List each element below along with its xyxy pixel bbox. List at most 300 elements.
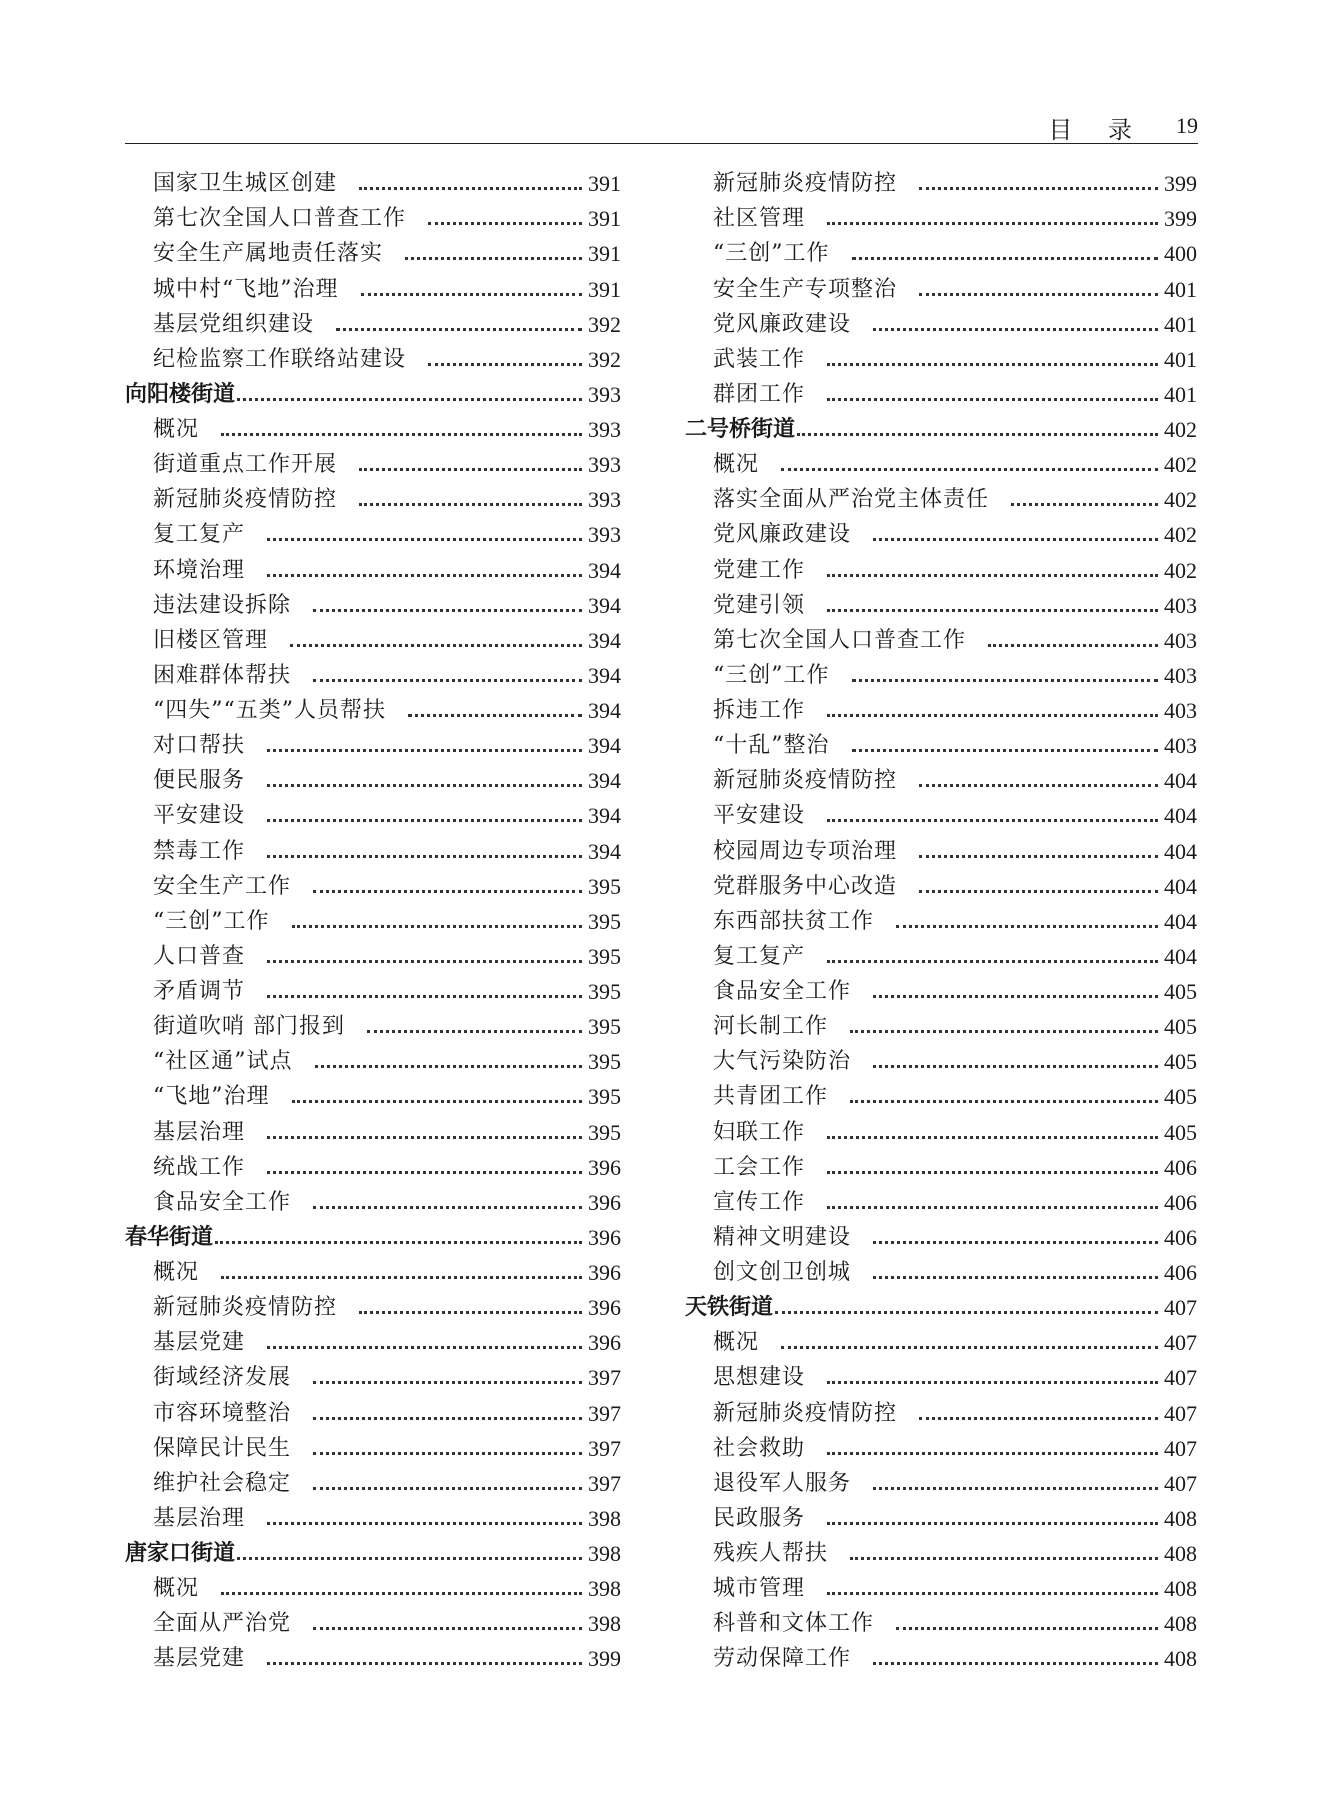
- toc-entry-label: “飞地”治理: [153, 1084, 270, 1110]
- toc-entry-label: 社区管理: [713, 206, 806, 232]
- toc-left-column: [125, 166, 621, 1676]
- toc-entry[interactable]: [125, 833, 621, 868]
- toc-entry[interactable]: [125, 517, 621, 552]
- toc-entry-label: 思想建设: [713, 1365, 806, 1391]
- toc-entry[interactable]: [125, 342, 621, 377]
- toc-entry[interactable]: [125, 271, 621, 306]
- toc-entry[interactable]: [125, 412, 621, 447]
- toc-entry-page: 406: [1164, 1224, 1197, 1250]
- dot-leader: [408, 693, 582, 728]
- toc-entry-page: 407: [1164, 1470, 1197, 1496]
- toc-entry[interactable]: [685, 1255, 1197, 1290]
- toc-entry[interactable]: [685, 763, 1197, 798]
- toc-entry-label: 大气污染防治: [713, 1049, 852, 1075]
- toc-entry[interactable]: [685, 693, 1197, 728]
- toc-entry[interactable]: [125, 693, 621, 728]
- toc-entry-page: 404: [1164, 943, 1197, 969]
- toc-entry-label: 城市管理: [713, 1576, 806, 1602]
- toc-entry-label: 二号桥街道: [685, 417, 796, 442]
- toc-entry[interactable]: [685, 939, 1197, 974]
- dot-leader: [221, 412, 582, 447]
- toc-entry-page: 404: [1164, 768, 1197, 794]
- toc-entry[interactable]: [685, 1044, 1197, 1079]
- toc-entry-page: 395: [588, 1119, 621, 1145]
- toc-entry-page: 398: [588, 1505, 621, 1531]
- toc-entry[interactable]: [685, 869, 1197, 904]
- toc-entry-page: 394: [588, 557, 621, 583]
- toc-entry[interactable]: [125, 798, 621, 833]
- toc-entry-label: 基层党建: [153, 1330, 246, 1356]
- dot-leader: [361, 272, 583, 307]
- toc-entry-page: 391: [588, 241, 621, 267]
- toc-entry[interactable]: [125, 482, 621, 517]
- toc-entry[interactable]: [125, 1466, 621, 1501]
- toc-entry-page: 393: [588, 487, 621, 513]
- toc-entry-page: 396: [588, 1330, 621, 1356]
- toc-entry-page: 394: [588, 733, 621, 759]
- dot-leader: [827, 1360, 1158, 1395]
- dot-leader: [313, 1466, 582, 1501]
- toc-entry-page: 392: [588, 311, 621, 337]
- dot-leader: [852, 728, 1159, 763]
- toc-section-heading[interactable]: [685, 412, 1197, 447]
- dot-leader: [1011, 482, 1158, 517]
- dot-leader: [267, 1115, 582, 1150]
- page-header-title: 目 录: [1048, 116, 1146, 144]
- toc-entry-label: 维护社会稳定: [153, 1470, 292, 1496]
- dot-leader: [237, 1536, 582, 1571]
- toc-entry-label: 人口普查: [153, 943, 246, 969]
- toc-entry[interactable]: [125, 623, 621, 658]
- toc-entry-label: 复工复产: [713, 943, 806, 969]
- toc-entry[interactable]: [685, 833, 1197, 868]
- toc-entry[interactable]: [685, 1641, 1197, 1676]
- dot-leader: [919, 869, 1158, 904]
- toc-entry-page: 397: [588, 1400, 621, 1426]
- toc-entry[interactable]: [685, 236, 1197, 271]
- toc-entry-label: 春华街道: [125, 1224, 214, 1250]
- toc-entry-label: 统战工作: [153, 1154, 246, 1180]
- toc-entry-label: 安全生产属地责任落实: [153, 241, 384, 267]
- dot-leader: [267, 974, 582, 1009]
- toc-entry-label: 武装工作: [713, 346, 806, 372]
- toc-entry-page: 396: [588, 1295, 621, 1321]
- toc-entry-page: 408: [1164, 1576, 1197, 1602]
- toc-entry-label: 违法建设拆除: [153, 592, 292, 618]
- dot-leader: [827, 553, 1158, 588]
- toc-section-heading[interactable]: [125, 1536, 621, 1571]
- toc-entry-page: 401: [1164, 346, 1197, 372]
- toc-entry-page: 396: [588, 1189, 621, 1215]
- toc-entry-page: 400: [1164, 241, 1197, 267]
- toc-entry-page: 403: [1164, 733, 1197, 759]
- toc-entry-label: 校园周边专项治理: [713, 838, 898, 864]
- toc-entry[interactable]: [685, 307, 1197, 342]
- toc-entry-page: 391: [588, 276, 621, 302]
- dot-leader: [873, 1220, 1158, 1255]
- toc-entry-label: “三创”工作: [713, 241, 830, 267]
- toc-entry[interactable]: [685, 1536, 1197, 1571]
- dot-leader: [827, 1431, 1158, 1466]
- dot-leader: [267, 1641, 582, 1676]
- toc-entry[interactable]: [125, 1290, 621, 1325]
- dot-leader: [827, 1571, 1158, 1606]
- toc-entry-label: 党群服务中心改造: [713, 873, 898, 899]
- toc-entry[interactable]: [125, 1431, 621, 1466]
- toc-entry[interactable]: [685, 377, 1197, 412]
- toc-entry-label: 概况: [713, 1330, 760, 1356]
- toc-entry-page: 397: [588, 1435, 621, 1461]
- toc-entry-page: 407: [1164, 1435, 1197, 1461]
- dot-leader: [267, 1325, 582, 1360]
- toc-entry-label: 新冠肺炎疫情防控: [713, 1400, 898, 1426]
- toc-entry-label: 对口帮扶: [153, 733, 246, 759]
- toc-entry[interactable]: [685, 1185, 1197, 1220]
- dot-leader: [267, 763, 582, 798]
- toc-entry[interactable]: [685, 728, 1197, 763]
- toc-entry[interactable]: [125, 447, 621, 482]
- dot-leader: [873, 1255, 1158, 1290]
- toc-right-column: [685, 166, 1197, 1676]
- toc-entry[interactable]: [125, 974, 621, 1009]
- toc-entry[interactable]: [125, 1360, 621, 1395]
- dot-leader: [850, 1009, 1158, 1044]
- dot-leader: [896, 904, 1158, 939]
- toc-entry-page: 399: [588, 1646, 621, 1672]
- toc-entry-page: 408: [1164, 1611, 1197, 1637]
- toc-entry-label: 新冠肺炎疫情防控: [713, 768, 898, 794]
- toc-entry-page: 393: [588, 381, 621, 407]
- toc-entry-page: 398: [588, 1611, 621, 1637]
- toc-entry-label: 矛盾调节: [153, 979, 246, 1004]
- toc-entry-label: 基层党建: [153, 1646, 246, 1672]
- dot-leader: [313, 658, 582, 693]
- dot-leader: [827, 1185, 1158, 1220]
- toc-entry-label: 食品安全工作: [153, 1189, 292, 1215]
- toc-entry[interactable]: [125, 588, 621, 623]
- toc-entry-page: 395: [588, 873, 621, 899]
- toc-entry[interactable]: [125, 1044, 621, 1079]
- toc-entry-label: 禁毒工作: [153, 838, 246, 864]
- toc-entry[interactable]: [685, 798, 1197, 833]
- toc-entry-page: 394: [588, 768, 621, 794]
- dot-leader: [221, 1571, 582, 1606]
- toc-entry-page: 399: [1164, 206, 1197, 232]
- toc-entry-page: 402: [1164, 522, 1197, 548]
- toc-entry[interactable]: [685, 974, 1197, 1009]
- toc-entry[interactable]: [685, 552, 1197, 587]
- toc-entry-page: 396: [588, 1224, 621, 1250]
- toc-entry-label: 纪检监察工作联络站建设: [153, 346, 407, 372]
- dot-leader: [359, 447, 582, 482]
- toc-entry-label: 宣传工作: [713, 1189, 806, 1215]
- toc-entry[interactable]: [685, 1150, 1197, 1185]
- toc-entry[interactable]: [125, 763, 621, 798]
- toc-entry-label: 基层治理: [153, 1119, 246, 1145]
- toc-entry[interactable]: [125, 728, 621, 763]
- toc-entry-label: 新冠肺炎疫情防控: [153, 487, 338, 513]
- toc-entry-page: 403: [1164, 698, 1197, 723]
- dot-leader: [827, 1501, 1158, 1536]
- toc-entry-label: 基层党组织建设: [153, 311, 315, 337]
- toc-entry-label: 新冠肺炎疫情防控: [153, 1295, 338, 1321]
- toc-entry[interactable]: [125, 1114, 621, 1149]
- toc-entry[interactable]: [685, 1501, 1197, 1536]
- toc-entry-page: 406: [1164, 1154, 1197, 1180]
- toc-entry-page: 407: [1164, 1330, 1197, 1356]
- dot-leader: [896, 1606, 1158, 1641]
- dot-leader: [919, 834, 1158, 869]
- toc-entry-label: 退役军人服务: [713, 1470, 852, 1496]
- toc-entry-page: 404: [1164, 873, 1197, 899]
- toc-entry[interactable]: [125, 1009, 621, 1044]
- toc-entry[interactable]: [685, 482, 1197, 517]
- toc-entry-page: 391: [588, 206, 621, 232]
- toc-entry-page: 396: [588, 1154, 621, 1180]
- dot-leader: [850, 1079, 1158, 1114]
- dot-leader: [827, 939, 1158, 974]
- toc-entry-page: 402: [1164, 417, 1197, 442]
- toc-entry-label: 共青团工作: [713, 1084, 829, 1110]
- toc-entry[interactable]: [685, 1325, 1197, 1360]
- toc-entry-page: 402: [1164, 557, 1197, 583]
- toc-entry-label: 群团工作: [713, 381, 806, 407]
- toc-entry-label: 唐家口街道: [125, 1541, 236, 1566]
- toc-entry-page: 394: [588, 627, 621, 653]
- dot-leader: [775, 1290, 1158, 1325]
- toc-entry-page: 404: [1164, 908, 1197, 934]
- toc-entry-label: 街域经济发展: [153, 1365, 292, 1391]
- toc-entry-label: 党风廉政建设: [713, 522, 852, 548]
- toc-entry-label: 向阳楼街道: [125, 381, 236, 407]
- toc-entry-page: 394: [588, 698, 621, 723]
- dot-leader: [367, 1009, 582, 1044]
- dot-leader: [336, 307, 582, 342]
- dot-leader: [292, 1079, 583, 1114]
- dot-leader: [919, 1396, 1158, 1431]
- dot-leader: [267, 553, 582, 588]
- toc-entry[interactable]: [685, 1009, 1197, 1044]
- toc-section-heading[interactable]: [685, 1290, 1197, 1325]
- toc-entry-page: 395: [588, 979, 621, 1004]
- toc-entry[interactable]: [685, 658, 1197, 693]
- toc-entry[interactable]: [685, 1360, 1197, 1395]
- dot-leader: [827, 1115, 1158, 1150]
- dot-leader: [313, 1185, 582, 1220]
- dot-leader: [827, 342, 1158, 377]
- toc-entry-label: 工会工作: [713, 1154, 806, 1180]
- toc-entry[interactable]: [685, 201, 1197, 236]
- toc-entry[interactable]: [125, 1501, 621, 1536]
- toc-entry[interactable]: [125, 1571, 621, 1606]
- toc-entry-label: 妇联工作: [713, 1119, 806, 1145]
- toc-entry-label: 全面从严治党: [153, 1611, 292, 1637]
- toc-entry-label: 创文创卫创城: [713, 1260, 852, 1285]
- toc-entry[interactable]: [685, 1079, 1197, 1114]
- toc-entry[interactable]: [685, 588, 1197, 623]
- toc-entry[interactable]: [685, 1395, 1197, 1430]
- toc-entry[interactable]: [125, 1325, 621, 1360]
- toc-entry-page: 394: [588, 803, 621, 829]
- toc-entry[interactable]: [685, 1220, 1197, 1255]
- toc-entry-label: 概况: [153, 1576, 200, 1602]
- toc-entry-page: 405: [1164, 1014, 1197, 1040]
- toc-entry[interactable]: [685, 166, 1197, 201]
- toc-entry-label: 街道吹哨 部门报到: [153, 1014, 345, 1040]
- dot-leader: [405, 236, 582, 271]
- toc-entry[interactable]: [125, 166, 621, 201]
- toc-entry-label: 平安建设: [713, 803, 806, 829]
- toc-entry-page: 393: [588, 417, 621, 442]
- toc-entry-label: 民政服务: [713, 1505, 806, 1531]
- toc-entry[interactable]: [685, 904, 1197, 939]
- toc-entry-page: 407: [1164, 1400, 1197, 1426]
- toc-entry-page: 405: [1164, 1119, 1197, 1145]
- toc-entry-page: 401: [1164, 311, 1197, 337]
- dot-leader: [359, 482, 582, 517]
- toc-entry-page: 396: [588, 1260, 621, 1285]
- toc-entry-page: 393: [588, 452, 621, 478]
- dot-leader: [359, 1290, 582, 1325]
- toc-entry-label: 社会救助: [713, 1435, 806, 1461]
- toc-entry-label: 劳动保障工作: [713, 1646, 852, 1672]
- page-number: 19: [1176, 113, 1198, 138]
- toc-entry[interactable]: [125, 1150, 621, 1185]
- toc-entry-page: 403: [1164, 662, 1197, 688]
- header-rule: [125, 143, 1198, 144]
- toc-entry-label: “社区通”试点: [153, 1049, 293, 1075]
- toc-entry-page: 401: [1164, 381, 1197, 407]
- toc-entry-label: 第七次全国人口普查工作: [713, 627, 967, 653]
- toc-entry-page: 394: [588, 662, 621, 688]
- toc-entry-page: 408: [1164, 1541, 1197, 1566]
- dot-leader: [873, 1044, 1158, 1079]
- toc-entry-page: 407: [1164, 1295, 1197, 1321]
- toc-entry-label: 国家卫生城区创建: [153, 171, 338, 197]
- toc-entry-page: 404: [1164, 803, 1197, 829]
- toc-entry-page: 406: [1164, 1189, 1197, 1215]
- toc-entry[interactable]: [685, 447, 1197, 482]
- toc-section-heading[interactable]: [125, 1220, 621, 1255]
- toc-entry[interactable]: [125, 1255, 621, 1290]
- dot-leader: [428, 342, 582, 377]
- toc-entry[interactable]: [685, 1606, 1197, 1641]
- toc-entry[interactable]: [125, 307, 621, 342]
- toc-entry[interactable]: [125, 1395, 621, 1430]
- toc-entry-label: 食品安全工作: [713, 979, 852, 1004]
- toc-entry-page: 393: [588, 522, 621, 548]
- dot-leader: [221, 1255, 582, 1290]
- toc-entry-label: 概况: [713, 452, 760, 478]
- toc-entry[interactable]: [685, 1571, 1197, 1606]
- dot-leader: [919, 763, 1158, 798]
- toc-entry-label: 新冠肺炎疫情防控: [713, 171, 898, 197]
- toc-entry[interactable]: [685, 517, 1197, 552]
- toc-entry[interactable]: [125, 236, 621, 271]
- toc-entry-page: 405: [1164, 979, 1197, 1004]
- dot-leader: [215, 1220, 582, 1255]
- dot-leader: [313, 1431, 582, 1466]
- dot-leader: [359, 166, 582, 201]
- dot-leader: [313, 1360, 582, 1395]
- dot-leader: [267, 834, 582, 869]
- toc-entry[interactable]: [685, 623, 1197, 658]
- toc-entry[interactable]: [125, 904, 621, 939]
- toc-entry-label: 安全生产专项整治: [713, 276, 898, 302]
- toc-section-heading[interactable]: [125, 377, 621, 412]
- dot-leader: [988, 623, 1158, 658]
- toc-entry[interactable]: [125, 1606, 621, 1641]
- page-header: [125, 104, 1198, 146]
- toc-entry[interactable]: [125, 939, 621, 974]
- toc-entry[interactable]: [125, 658, 621, 693]
- toc-entry-page: 406: [1164, 1260, 1197, 1285]
- dot-leader: [873, 974, 1158, 1009]
- toc-entry-label: “四失”“五类”人员帮扶: [153, 698, 386, 723]
- dot-leader: [781, 447, 1158, 482]
- dot-leader: [313, 588, 582, 623]
- toc-entry-label: “十乱”整治: [713, 733, 830, 759]
- toc-entry-label: 城中村“飞地”治理: [153, 276, 339, 302]
- toc-entry-label: 党建引领: [713, 592, 806, 618]
- dot-leader: [852, 236, 1159, 271]
- toc-entry[interactable]: [685, 342, 1197, 377]
- toc-entry-page: 405: [1164, 1049, 1197, 1075]
- dot-leader: [850, 1536, 1158, 1571]
- toc-entry[interactable]: [685, 271, 1197, 306]
- toc-entry[interactable]: [685, 1114, 1197, 1149]
- dot-leader: [781, 1325, 1158, 1360]
- toc-entry[interactable]: [685, 1431, 1197, 1466]
- toc-entry[interactable]: [125, 201, 621, 236]
- toc-entry-label: 概况: [153, 1260, 200, 1285]
- dot-leader: [313, 1396, 582, 1431]
- dot-leader: [267, 728, 582, 763]
- dot-leader: [267, 798, 582, 833]
- toc-entry-label: “三创”工作: [153, 908, 270, 934]
- dot-leader: [827, 201, 1158, 236]
- toc-entry-page: 402: [1164, 452, 1197, 478]
- dot-leader: [827, 693, 1158, 728]
- toc-entry[interactable]: [685, 1466, 1197, 1501]
- toc-entry-label: 基层治理: [153, 1505, 246, 1531]
- toc-entry-page: 402: [1164, 487, 1197, 513]
- dot-leader: [313, 869, 582, 904]
- toc-entry-label: 残疾人帮扶: [713, 1541, 829, 1566]
- toc-entry-page: 407: [1164, 1365, 1197, 1391]
- toc-entry-label: 第七次全国人口普查工作: [153, 206, 407, 232]
- toc-entry-label: 落实全面从严治党主体责任: [713, 487, 990, 513]
- dot-leader: [852, 658, 1159, 693]
- toc-entry[interactable]: [125, 1641, 621, 1676]
- toc-entry[interactable]: [125, 1079, 621, 1114]
- dot-leader: [919, 166, 1158, 201]
- toc-entry-label: 拆违工作: [713, 698, 806, 723]
- toc-entry-page: 401: [1164, 276, 1197, 302]
- toc-entry-label: 复工复产: [153, 522, 246, 548]
- toc-entry[interactable]: [125, 1185, 621, 1220]
- dot-leader: [292, 904, 583, 939]
- toc-entry-label: 安全生产工作: [153, 873, 292, 899]
- toc-entry-label: 党风廉政建设: [713, 311, 852, 337]
- toc-entry[interactable]: [125, 869, 621, 904]
- toc-entry-page: 395: [588, 1014, 621, 1040]
- dot-leader: [827, 377, 1158, 412]
- toc-entry-page: 391: [588, 171, 621, 197]
- toc-entry-page: 403: [1164, 592, 1197, 618]
- toc-entry-page: 397: [588, 1470, 621, 1496]
- toc-entry[interactable]: [125, 552, 621, 587]
